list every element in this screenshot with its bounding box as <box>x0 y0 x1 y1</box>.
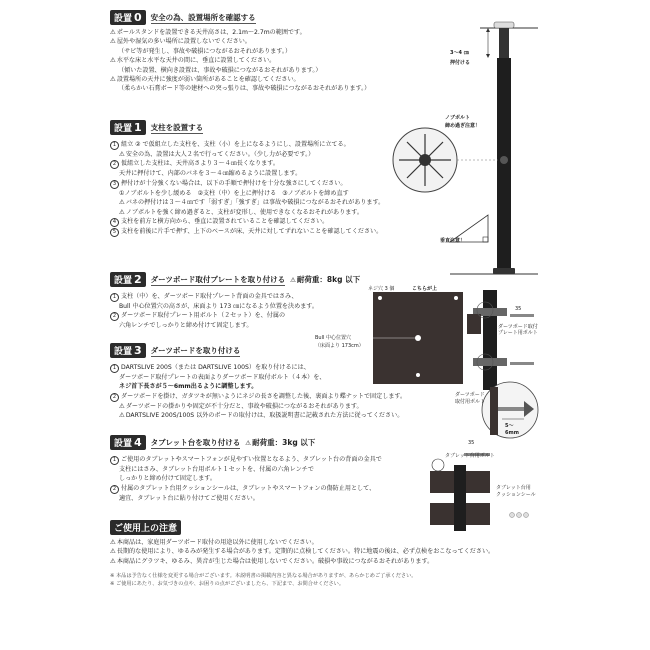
badge-text: 設置 <box>114 14 133 24</box>
s1-line <box>110 179 384 189</box>
s1-line <box>110 159 384 169</box>
s1-line <box>110 227 384 237</box>
badge-text: 設置 <box>114 124 133 134</box>
cushion-dot <box>517 513 522 518</box>
s1-line: ①ノブボルトを少し緩める ②支柱（中）を上に押付ける ③ノブボルトを締め直す <box>119 189 349 197</box>
s2-text: 支柱（中）を、ダーツボード取付プレート背面の金具ではさみ、 <box>121 293 298 300</box>
vertical-note: 垂直注意！ <box>440 238 466 244</box>
board-bolt-label-2: 取付用ボルト <box>455 399 486 405</box>
s1-text: 仮組立した支柱は、天井高さより３～４㎝長くなります。 <box>121 160 279 168</box>
section-3-header <box>110 343 240 358</box>
badge-text: 設置 <box>114 347 133 357</box>
step-number: 1 <box>110 456 119 465</box>
step-number: 2 <box>110 160 119 169</box>
section-2-body <box>110 292 318 331</box>
section-1-badge <box>110 120 146 135</box>
s0-line: ⚠ 屋外や湿気の多い場所に設置しないでください。 <box>110 37 370 46</box>
pole-small <box>499 28 509 58</box>
usage-line: ⚠ 本商品にグラツキ、ゆるみ、異音が生じた場合は使用しないでください。破損や事故につながるおそれがあります。 <box>110 557 494 566</box>
s2-line <box>110 292 318 302</box>
tablet-bolt-detail <box>432 459 444 471</box>
section-1-title: 支柱を設置する <box>150 122 204 132</box>
badge-num: 4 <box>134 436 142 449</box>
s4-line <box>110 455 382 465</box>
usage-badge: ご使用上の注意 <box>110 520 181 535</box>
badge-num: 3 <box>134 344 142 357</box>
press-label: 押付ける <box>450 60 471 66</box>
s1-text: 支柱を前後に片手で押す、上下のベースが床、天井に対してずれないことを確認してください。 <box>121 228 383 236</box>
plate-bolt-drawing <box>510 314 534 317</box>
s0-line: （柔らかい石膏ボード等の建材への突っ張りは、事故や破損につながるおそれがあります。） <box>118 85 371 93</box>
step-number: 3 <box>110 180 119 189</box>
tablet-bolt-label: タブレット台用ボルト <box>445 453 495 459</box>
s0-line: （サビ等が発生し、事故や破損につながるおそれがあります。） <box>118 47 292 55</box>
cushion-label-1: タブレット台用 <box>496 485 531 491</box>
board-bolt-figure <box>440 365 540 445</box>
section-2-load: ⚠ 耐荷重：8kg 以下 <box>290 274 360 285</box>
step-number: 2 <box>110 312 119 321</box>
usage-header <box>110 520 181 535</box>
s0-line: ⚠ 水平な床と水平な天井の間に、垂直に設置してください。 <box>110 56 370 65</box>
screw-hole <box>454 296 458 300</box>
step-number: 1 <box>110 293 119 302</box>
s1-text: 組立 ② で仮組立した支柱を、支柱（小）を上になるようにし、設置場所に立てる。 <box>121 141 350 148</box>
s3-line: ネジ首下長さが５～6mm出るように調整します。 <box>119 383 258 391</box>
s1-line <box>110 217 384 227</box>
s3-line <box>110 392 406 402</box>
cushion-dot <box>524 513 529 518</box>
bull-label-1: Bull 中心位置穴 <box>315 335 351 341</box>
s2-line: Bull 中心位置穴の高さが、床面より 173 ㎝になるよう位置を決めます。 <box>119 303 319 310</box>
s2-text: ダーツボード取付プレート用ボルト（２セット）を、付属の <box>121 312 286 320</box>
s1-text: 支柱を前方と横方向から、垂直に設置されていることを確認してください。 <box>121 218 329 226</box>
knob-note: 締め過ぎ注意！ <box>445 123 481 129</box>
section-1-header <box>110 120 203 135</box>
section-3-title: ダーツボードを取り付ける <box>150 345 241 355</box>
s0-line: ⚠ 設置場所の天井に強度が弱い箇所があることを確認してください。 <box>110 75 370 84</box>
bull-label-2: （床面より 173cm） <box>315 343 364 349</box>
range-arrow-bottom <box>486 54 490 58</box>
s0-line: ⚠ ポールスタンドを設置できる天井高さは、2.1m～2.7mの範囲です。 <box>110 28 370 37</box>
section-2-header <box>110 272 360 287</box>
s3-text: ダーツボードを掛け、ガタツキが無いようにネジの長さを調整した後、裏面より蝶ナットで固定します。 <box>121 392 407 400</box>
section-1-body <box>110 140 384 237</box>
s3-line: ダーツボード取付プレートの表面よりダーツボード取付ボルト（４本）を、 <box>119 374 326 381</box>
screw-hole <box>416 373 420 377</box>
badge-num: 0 <box>134 11 142 24</box>
plate-edge <box>467 314 481 334</box>
s1-line <box>110 140 384 150</box>
section-4-body <box>110 455 382 503</box>
knob-label: ノブボルト <box>445 115 471 121</box>
s4-line: 適宜、タブレット台に貼り付けてご使用ください。 <box>119 494 259 502</box>
section-4-title: タブレット台を取り付ける <box>150 437 241 447</box>
s1-line: ⚠ バネの押付けは３～４㎝です「弱すぎ」「強すぎ」は事故や破損につながるおそれがあります。 <box>110 198 384 207</box>
section-3-badge <box>110 343 146 358</box>
range-label: 3～4 ㎝ <box>450 50 469 56</box>
step-number: 1 <box>110 364 119 373</box>
s4-line <box>110 484 382 494</box>
section-0-badge <box>110 10 146 25</box>
badge-num: 2 <box>134 273 142 286</box>
badge-num: 1 <box>134 121 142 134</box>
section-2-badge <box>110 272 146 287</box>
s0-line: （傾いた設置、横向き設置は、事故や破損につながるおそれがあります。） <box>118 66 322 74</box>
s3-line: ⚠ ダーツボードの掛かりや固定が不十分だと、事故や破損につながるおそれがあります。 <box>110 402 406 411</box>
right-angle-mark <box>483 237 488 242</box>
range-arrow-top <box>486 28 490 32</box>
footnote: ※ ご使用にあたり、お気づきの点や、お困りの点がございましたら、下記まで、お問合せください。 <box>110 581 345 587</box>
screw-holes-label: ネジ穴 3 個 <box>368 286 395 292</box>
plate-bolt-label-2: プレート用ボルト <box>498 330 538 336</box>
s2-line: 六角レンチでしっかりと締め付けて固定します。 <box>119 322 253 330</box>
footnote: ※ 本品は予告なく仕様を変更する場合がございます。本説明書の掲載内容と異なる場合がありますが、あらかじめご了承ください。 <box>110 573 417 579</box>
step-number: 2 <box>110 393 119 402</box>
step-number: 4 <box>110 218 119 227</box>
step-number: 2 <box>110 485 119 494</box>
badge-text: 設置 <box>114 439 133 449</box>
s2-line <box>110 311 318 321</box>
usage-line: ⚠ 本商品は、家庭用ダーツボード取付の用途以外に使用しないでください。 <box>110 538 494 547</box>
screw-hole <box>378 296 382 300</box>
usage-body <box>110 538 494 566</box>
usage-line: ⚠ 長期的な使用により、ゆるみが発生する場合があります。定期的に点検してください。特に地震の後は、必ず点検をおこなってください。 <box>110 547 494 556</box>
section-4-badge <box>110 435 146 450</box>
plate-section <box>490 387 498 435</box>
dim-35b: 35 <box>468 440 475 446</box>
cushion-dot <box>510 513 515 518</box>
section-2-title: ダーツボード取付プレートを取り付ける <box>150 274 286 284</box>
plate-bolt-label-1: ダーツボード取付 <box>498 324 538 330</box>
mm-label-2: 6mm <box>505 430 519 436</box>
mm-label-1: 5～ <box>505 423 514 429</box>
s3-text: DARTSLIVE 200S（または DARTSLIVE 100S）を取り付けるには、 <box>121 364 310 371</box>
bull-center-hole <box>415 335 421 341</box>
floor-base <box>493 268 515 274</box>
pole-tablet <box>454 465 466 531</box>
footnotes <box>110 572 416 588</box>
s1-line: ⚠ 安全の為、設置は大人２名で行ってください。（少し力が必要です。） <box>110 150 384 159</box>
knob-center <box>419 154 431 166</box>
board-bolt <box>498 407 526 411</box>
knob-on-pole <box>500 156 508 164</box>
s3-line: ⚠ DARTSLIVE 200S/100S 以外のボードの取付けは、取扱説明書に記載された方法に従ってください。 <box>110 411 406 420</box>
s1-text: 押付けが十分強くない場合は、以下の手順で押付けを十分な強さにしてください。 <box>121 179 347 187</box>
ceiling-base <box>494 22 514 28</box>
s4-line: 支柱にはさみ、タブレット台用ボルト１セットを、付属の六角レンチで <box>119 466 314 473</box>
up-label: こちらが上 <box>412 286 438 292</box>
s4-text: 付属のタブレット台用クッションシールは、タブレットやスマートフォンの傷防止用として、 <box>121 484 376 492</box>
badge-text: 設置 <box>114 276 133 286</box>
board-bolt-label-1: ダーツボード <box>455 392 485 398</box>
step-number: 5 <box>110 228 119 237</box>
section-4-load: ⚠ 耐荷重：3kg 以下 <box>245 437 315 448</box>
section-0-body <box>110 28 370 94</box>
cushion-label-2: クッションシール <box>496 492 536 498</box>
section-0-header <box>110 10 256 25</box>
dim-35a: 35 <box>515 306 522 312</box>
section-4-header <box>110 435 315 450</box>
s1-line: 天井に押付けて、内部のバネを３～４㎝縮めるように設置します。 <box>119 170 302 178</box>
s4-text: ご使用のタブレットやスマートフォンが見やすい位置となるよう、タブレット台の背面の金具で <box>121 456 382 463</box>
step-number: 1 <box>110 141 119 150</box>
section-0-title: 安全の為、設置場所を確認する <box>150 12 256 22</box>
s1-line: ⚠ ノブボルトを強く締め過ぎると、支柱が変形し、使用できなくなるおそれがあります。 <box>110 208 384 217</box>
instruction-page <box>110 10 540 590</box>
s4-line: しっかりと締め付けて固定します。 <box>119 475 217 483</box>
